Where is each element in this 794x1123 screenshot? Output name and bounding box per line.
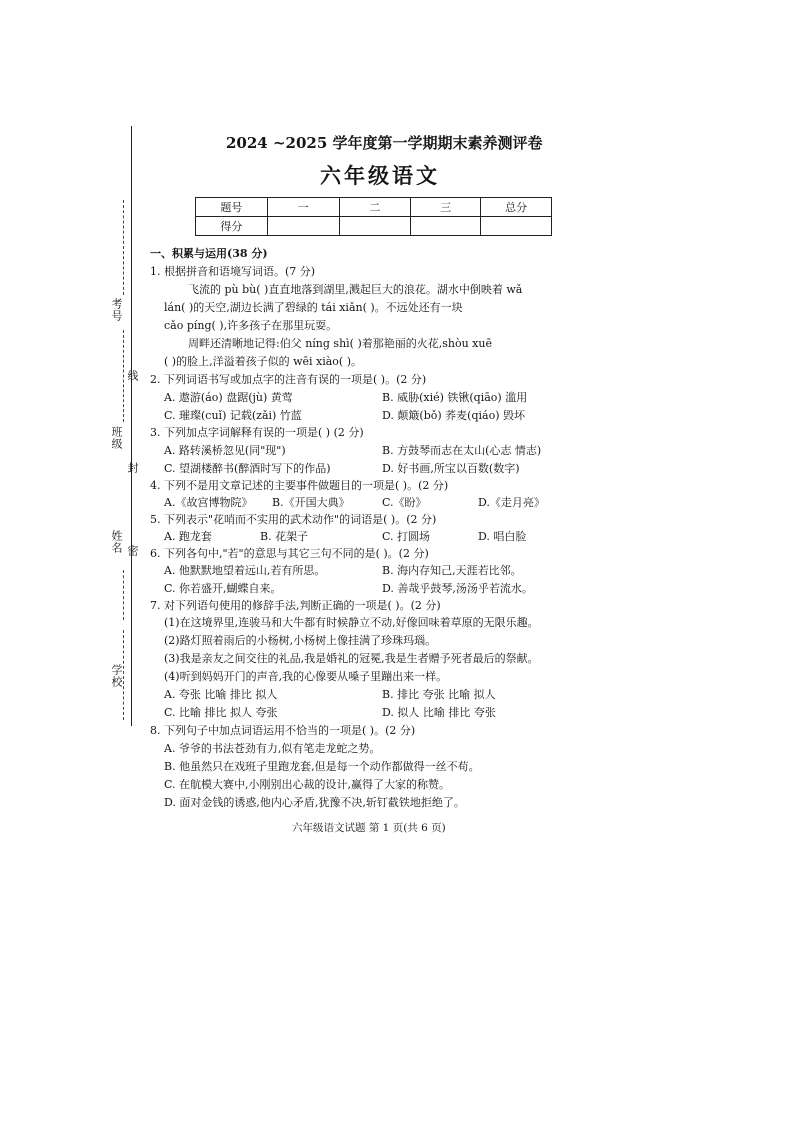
q5-option-a: A. 跑龙套 [164, 530, 212, 543]
q1-line-4: 周畔还清晰地记得:伯父 níng shì( )着那艳丽的火花,shòu xuē [188, 337, 492, 350]
q7-sentence-2: (2)路灯照着雨后的小杨树,小杨树上像挂满了珍珠玛瑙。 [164, 634, 437, 647]
margin-label-mi: 密 [126, 545, 139, 557]
q1-line-3: cǎo píng( ),许多孩子在那里玩耍。 [164, 319, 338, 332]
q8-option-d: D. 面对金钱的诱惑,他内心矛盾,犹豫不决,斩钉截铁地拒绝了。 [164, 796, 465, 809]
q7-option-c: C. 比喻 排比 拟人 夸张 [164, 706, 278, 719]
q1-line-2: lán( )的天空,湖边长满了碧绿的 tái xiǎn( )。不远处还有一块 [164, 301, 463, 314]
q2-option-b: B. 威胁(xié) 铁锹(qiāo) 滥用 [382, 391, 528, 404]
q7-option-b: B. 排比 夸张 比喻 拟人 [382, 688, 496, 701]
q8-option-c: C. 在航模大赛中,小刚别出心裁的设计,赢得了大家的称赞。 [164, 778, 451, 791]
score-header-tihao: 题号 [196, 198, 268, 217]
q7-stem: 7. 对下列语句使用的修辞手法,判断正确的一项是( )。(2 分) [150, 599, 441, 612]
q6-option-d: D. 善哉乎鼓琴,汤汤乎若流水。 [382, 582, 533, 595]
score-header-2: 二 [339, 198, 411, 217]
q7-option-a: A. 夸张 比喻 排比 拟人 [164, 688, 278, 701]
q3-option-a: A. 路转溪桥忽见(同"现") [164, 444, 286, 457]
q7-sentence-4: (4)听到妈妈开门的声音,我的心像要从嗓子里蹦出来一样。 [164, 670, 448, 683]
q1-line-1: 飞流的 pù bù( )直直地落到湖里,溅起巨大的浪花。湖水中倒映着 wǎ [188, 283, 523, 296]
binding-margin-line [131, 126, 132, 726]
q1-stem: 1. 根据拼音和语境写词语。(7 分) [150, 265, 316, 278]
q2-option-d: D. 颠簸(bǒ) 荞麦(qiáo) 毁坏 [382, 409, 525, 422]
q3-option-b: B. 方鼓琴而志在太山(心志 情志) [382, 444, 542, 457]
margin-label-xuexiao: 学校 [110, 664, 123, 688]
page-footer: 六年级语文试题 第 1 页(共 6 页) [292, 822, 446, 834]
section-heading: 一、积累与运用(38 分) [150, 247, 268, 260]
q8-stem: 8. 下列句子中加点词语运用不恰当的一项是( )。(2 分) [150, 724, 416, 737]
margin-label-xian: 线 [126, 370, 139, 382]
xuexiao-fill-line [123, 630, 124, 720]
q4-option-d: D.《走月亮》 [478, 496, 545, 509]
score-header-3: 三 [411, 198, 481, 217]
q7-option-d: D. 拟人 比喻 排比 夸张 [382, 706, 496, 719]
q4-option-a: A.《故宫博物院》 [164, 496, 253, 509]
q4-option-c: C.《盼》 [382, 496, 427, 509]
q6-option-b: B. 海内存知己,天涯若比邻。 [382, 564, 522, 577]
q3-option-c: C. 望湖楼醉书(醉酒时写下的作品) [164, 462, 331, 475]
score-label-defen: 得分 [196, 217, 268, 236]
xingming-fill-line [123, 570, 124, 620]
exam-title: 2024 ~2025 学年度第一学期期末素养测评卷 [226, 134, 543, 152]
q8-option-b: B. 他虽然只在戏班子里跑龙套,但是每一个动作都做得一丝不苟。 [164, 760, 480, 773]
score-cell-3[interactable] [411, 217, 481, 236]
subject-title: 六年级语文 [320, 163, 440, 188]
q2-option-c: C. 璀璨(cuǐ) 记载(zǎi) 竹蓝 [164, 409, 302, 422]
q6-option-c: C. 你若盛开,蝴蝶自来。 [164, 582, 282, 595]
q6-option-a: A. 他默默地望着远山,若有所思。 [164, 564, 326, 577]
margin-label-kaohao: 考号 [110, 298, 123, 322]
q5-option-b: B. 花架子 [260, 530, 309, 543]
q7-sentence-3: (3)我是亲友之间交往的礼品,我是婚礼的冠冕,我是生者赠予死者最后的祭献。 [164, 652, 539, 665]
q3-stem: 3. 下列加点字词解释有误的一项是( ) (2 分) [150, 426, 364, 439]
margin-label-xingming: 姓名 [110, 530, 123, 554]
margin-label-feng: 封 [126, 462, 139, 474]
score-cell-total[interactable] [481, 217, 552, 236]
q5-option-c: C. 打圆场 [382, 530, 431, 543]
q5-option-d: D. 唱白脸 [478, 530, 527, 543]
score-table [195, 197, 552, 236]
q1-line-5: ( )的脸上,洋溢着孩子似的 wēi xiào( )。 [164, 355, 362, 368]
q4-option-b: B.《开国大典》 [272, 496, 350, 509]
score-cell-1[interactable] [267, 217, 339, 236]
score-cell-2[interactable] [339, 217, 411, 236]
score-header-total: 总分 [481, 198, 552, 217]
banji-fill-line [123, 330, 124, 422]
q7-sentence-1: (1)在这境界里,连骏马和大牛都有时候静立不动,好像回味着草原的无限乐趣。 [164, 616, 539, 629]
q3-option-d: D. 好书画,所宝以百数(数字) [382, 462, 520, 475]
kaohao-fill-line [123, 200, 124, 295]
q2-stem: 2. 下列词语书写或加点字的注音有误的一项是( )。(2 分) [150, 373, 427, 386]
q8-option-a: A. 爷爷的书法苍劲有力,似有笔走龙蛇之势。 [164, 742, 381, 755]
q2-option-a: A. 遨游(áo) 盘踞(jù) 黄莺 [164, 391, 293, 404]
q5-stem: 5. 下列表示"花哨而不实用的武术动作"的词语是( )。(2 分) [150, 513, 437, 526]
q4-stem: 4. 下列不是用文章记述的主要事件做题目的一项是( )。(2 分) [150, 479, 449, 492]
margin-label-banji: 班级 [110, 426, 123, 450]
score-header-1: 一 [267, 198, 339, 217]
q6-stem: 6. 下列各句中,"若"的意思与其它三句不同的是( )。(2 分) [150, 547, 429, 560]
